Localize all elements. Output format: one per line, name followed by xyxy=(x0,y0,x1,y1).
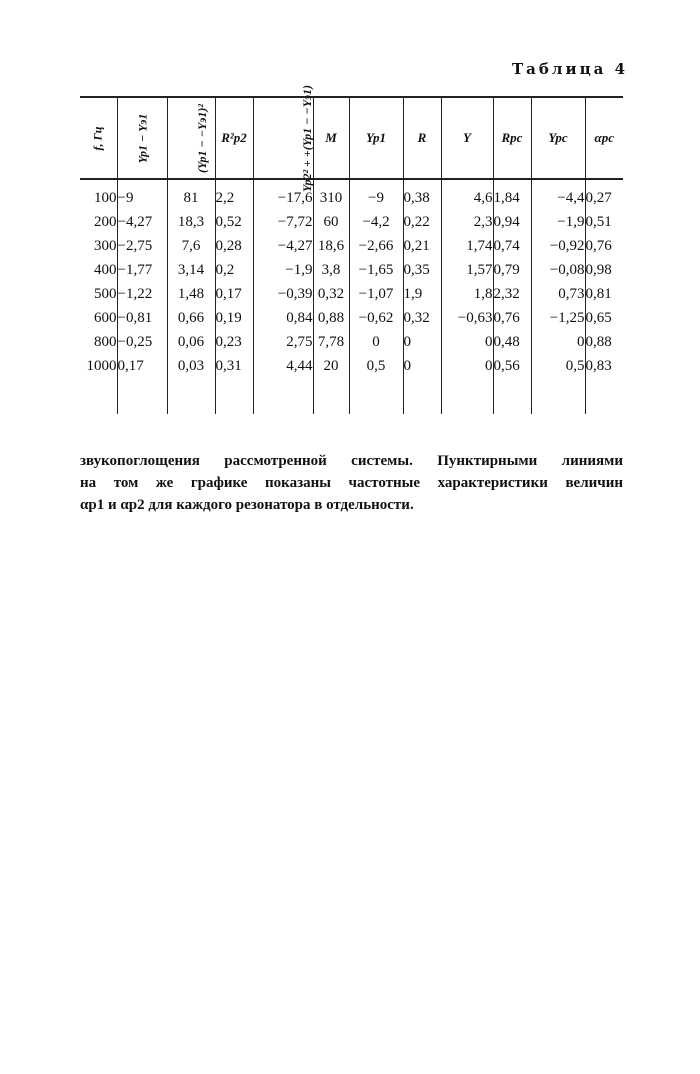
table-row xyxy=(80,354,623,378)
table-cell: 0,28 xyxy=(215,234,253,258)
table-row xyxy=(80,258,623,282)
table-cell: −9 xyxy=(117,179,167,210)
table-cell: −2,66 xyxy=(349,234,403,258)
table-cell: −1,9 xyxy=(531,210,585,234)
data-table xyxy=(80,85,623,414)
table-cell: −0,08 xyxy=(531,258,585,282)
table-cell: −1,65 xyxy=(349,258,403,282)
table-cell: 60 xyxy=(313,210,349,234)
table-cell: 7,78 xyxy=(313,330,349,354)
table-cell: 1,57 xyxy=(441,258,493,282)
table-cell: 1,9 xyxy=(403,282,441,306)
table-row xyxy=(80,210,623,234)
header-cell: Rpc xyxy=(493,97,531,179)
table-cell xyxy=(403,378,441,414)
table-cell: 0,76 xyxy=(585,234,623,258)
table-cell: −4,2 xyxy=(349,210,403,234)
table-cell: 0,84 xyxy=(253,306,313,330)
header-cell: f, Гц xyxy=(80,97,117,179)
table-cell: 0,32 xyxy=(313,282,349,306)
table-header-row xyxy=(80,97,623,179)
table-cell: 1,84 xyxy=(493,179,531,210)
table-cell: −1,77 xyxy=(117,258,167,282)
table-cell: 0,65 xyxy=(585,306,623,330)
table-cell: 7,6 xyxy=(167,234,215,258)
table-cell: −1,25 xyxy=(531,306,585,330)
table-cell: −0,92 xyxy=(531,234,585,258)
table-spacer-row xyxy=(80,378,623,414)
table-cell: 0 xyxy=(441,330,493,354)
body-paragraph xyxy=(80,450,623,516)
table-cell: 0,5 xyxy=(349,354,403,378)
table-cell: −0,25 xyxy=(117,330,167,354)
table-cell xyxy=(215,378,253,414)
table-cell: 0,23 xyxy=(215,330,253,354)
table-row xyxy=(80,306,623,330)
table-row xyxy=(80,179,623,210)
table-cell: 0,27 xyxy=(585,179,623,210)
header-cell: αpc xyxy=(585,97,623,179)
table-cell: −0,63 xyxy=(441,306,493,330)
table-cell: 2,75 xyxy=(253,330,313,354)
table-cell: 4,44 xyxy=(253,354,313,378)
table-cell: 300 xyxy=(94,238,117,254)
table-cell: 0,5 xyxy=(531,354,585,378)
table-cell: 0,17 xyxy=(117,354,167,378)
table-cell: 0,56 xyxy=(493,354,531,378)
table-cell: 2,3 xyxy=(441,210,493,234)
table-cell: 0,81 xyxy=(585,282,623,306)
table-row xyxy=(80,234,623,258)
table-cell: 500 xyxy=(94,286,117,302)
table-cell: 0,51 xyxy=(585,210,623,234)
table-cell: 0 xyxy=(403,354,441,378)
table-cell: 3,8 xyxy=(313,258,349,282)
table-cell: 2,32 xyxy=(493,282,531,306)
table-cell xyxy=(349,378,403,414)
table-cell: 81 xyxy=(167,179,215,210)
table-cell: 0,88 xyxy=(313,306,349,330)
table-cell: −0,81 xyxy=(117,306,167,330)
table-cell: 4,6 xyxy=(441,179,493,210)
table-cell: 0,48 xyxy=(493,330,531,354)
table-cell: 1,8 xyxy=(441,282,493,306)
table-cell: −0,39 xyxy=(253,282,313,306)
table-cell: 18,6 xyxy=(313,234,349,258)
table-cell: 0,74 xyxy=(493,234,531,258)
table-row xyxy=(80,282,623,306)
table-cell xyxy=(493,378,531,414)
paragraph-line: звукопоглощения рассмотренной системы. Пунктирными линиями xyxy=(80,453,623,469)
header-cell: R²p2 xyxy=(215,97,253,179)
table-cell: 0,73 xyxy=(531,282,585,306)
table-cell: −0,62 xyxy=(349,306,403,330)
table-cell xyxy=(531,378,585,414)
table-cell: −1,07 xyxy=(349,282,403,306)
table-cell: 0,2 xyxy=(215,258,253,282)
table-caption: Таблица 4 xyxy=(512,60,629,78)
table-cell xyxy=(441,378,493,414)
table-cell: 18,3 xyxy=(167,210,215,234)
table-cell: 0,52 xyxy=(215,210,253,234)
table-cell: 600 xyxy=(94,310,117,326)
table-cell xyxy=(585,378,623,414)
table-cell xyxy=(253,378,313,414)
header-cell: Y xyxy=(441,97,493,179)
table-cell: 0,79 xyxy=(493,258,531,282)
table-cell: 0,88 xyxy=(585,330,623,354)
table-cell: 0,35 xyxy=(403,258,441,282)
table-cell: 100 xyxy=(94,190,117,206)
header-cell: Yp1 − Yэ1 xyxy=(117,97,167,179)
table-cell: 2,2 xyxy=(215,179,253,210)
table-cell: 0 xyxy=(531,330,585,354)
table-cell: 3,14 xyxy=(167,258,215,282)
table-cell: 0 xyxy=(349,330,403,354)
table-cell: 0,21 xyxy=(403,234,441,258)
table-cell: 1000 xyxy=(86,358,117,374)
table-cell: 800 xyxy=(94,334,117,350)
table-cell: 0,66 xyxy=(167,306,215,330)
table-cell: 0,94 xyxy=(493,210,531,234)
table-cell xyxy=(80,378,117,414)
table-cell: −2,75 xyxy=(117,234,167,258)
table-cell: −4,27 xyxy=(253,234,313,258)
table-cell: 0,31 xyxy=(215,354,253,378)
header-cell: R xyxy=(403,97,441,179)
table-cell: 1,48 xyxy=(167,282,215,306)
table-cell: −4,4 xyxy=(531,179,585,210)
table-cell: 0,38 xyxy=(403,179,441,210)
header-cell: Yp2² + +(Yp1 − −Yэ1) xyxy=(253,97,313,179)
table-cell: −9 xyxy=(349,179,403,210)
header-cell: Yp1 xyxy=(349,97,403,179)
table-cell: 0,98 xyxy=(585,258,623,282)
table-cell: −1,9 xyxy=(253,258,313,282)
table-cell: 0,76 xyxy=(493,306,531,330)
table-cell: 0,06 xyxy=(167,330,215,354)
table-cell: −7,72 xyxy=(253,210,313,234)
table-cell: 310 xyxy=(313,179,349,210)
table-cell: 0,22 xyxy=(403,210,441,234)
paragraph-line: αp1 и αp2 для каждого резонатора в отдельности. xyxy=(80,497,414,513)
table-cell: 0 xyxy=(403,330,441,354)
table-cell: 0,32 xyxy=(403,306,441,330)
table-cell: −1,22 xyxy=(117,282,167,306)
header-cell: Ypc xyxy=(531,97,585,179)
paragraph-line: на том же графике показаны частотные характеристики величин xyxy=(80,475,623,491)
table-cell: −4,27 xyxy=(117,210,167,234)
header-cell: M xyxy=(313,97,349,179)
table-cell xyxy=(117,378,167,414)
table-cell: 200 xyxy=(94,214,117,230)
table-cell: 1,74 xyxy=(441,234,493,258)
table-cell: 0 xyxy=(441,354,493,378)
table-cell xyxy=(167,378,215,414)
table-cell: 400 xyxy=(94,262,117,278)
table-cell: 0,19 xyxy=(215,306,253,330)
header-cell: (Yp1 − −Yэ1)² xyxy=(167,97,215,179)
table-cell: −17,6 xyxy=(253,179,313,210)
table-row xyxy=(80,330,623,354)
table-cell: 0,03 xyxy=(167,354,215,378)
table-cell: 0,83 xyxy=(585,354,623,378)
table-cell: 20 xyxy=(313,354,349,378)
table-cell xyxy=(313,378,349,414)
table-cell: 0,17 xyxy=(215,282,253,306)
